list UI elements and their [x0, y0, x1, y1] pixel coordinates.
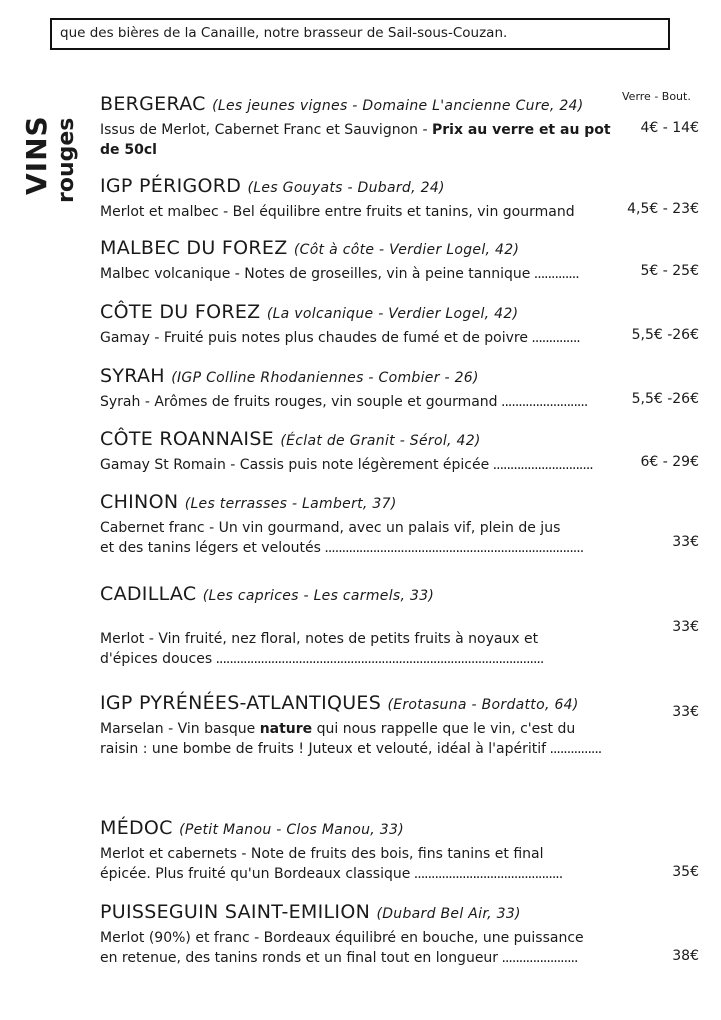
wine-price: 5,5€ -26€ [631, 391, 699, 407]
wine-item-medoc [100, 817, 620, 884]
wine-origin: (La volcanique - Verdier Logel, 42) [266, 306, 519, 322]
wine-price: 5,5€ -26€ [631, 327, 699, 343]
wine-price: 4€ - 14€ [640, 120, 699, 136]
wine-origin: (Côt à côte - Verdier Logel, 42) [293, 242, 520, 258]
wine-origin: (Dubard Bel Air, 33) [376, 906, 521, 922]
section-title [18, 110, 80, 210]
wine-item-igp-perigord [100, 175, 620, 222]
wine-origin: (IGP Colline Rhodaniennes - Combier - 26) [171, 370, 479, 386]
wine-name: CÔTE DU FOREZ [100, 301, 261, 323]
wine-origin: (Erotasuna - Bordatto, 64) [387, 697, 579, 713]
wine-item-bergerac [100, 93, 620, 160]
wine-nature-label: nature [259, 721, 313, 737]
wine-item-malbec-du-forez [100, 237, 620, 284]
wine-item-cote-roannaise [100, 428, 620, 475]
wine-price: 38€ [672, 948, 699, 964]
wine-description: Issus de Merlot, Cabernet Franc et Sauvignon - Prix au verre et au pot de 50cl [100, 122, 611, 158]
wine-item-cadillac [100, 583, 620, 669]
wine-name: SYRAH [100, 365, 165, 387]
wine-description: Merlot (90%) et franc - Bordeaux équilibré en bouche, une puissance en retenue, des tanins ronds et un final tout en longueur ...................... [100, 930, 584, 966]
wine-origin: (Petit Manou - Clos Manou, 33) [179, 822, 404, 838]
wine-name: MALBEC DU FOREZ [100, 237, 288, 259]
wine-price: 4,5€ - 23€ [627, 201, 699, 217]
wine-description: Merlot et malbec - Bel équilibre entre fruits et tanins, vin gourmand [100, 204, 575, 220]
wine-origin: (Éclat de Granit - Sérol, 42) [280, 433, 481, 449]
wine-price: 6€ - 29€ [640, 454, 699, 470]
wine-origin: (Les caprices - Les carmels, 33) [202, 588, 435, 604]
wine-description: Malbec volcanique - Notes de groseilles, vin à peine tannique ............. [100, 266, 579, 282]
wine-price: 35€ [672, 864, 699, 880]
wine-name: BERGERAC [100, 93, 206, 115]
wine-origin: (Les Gouyats - Dubard, 24) [247, 180, 445, 196]
wine-item-syrah [100, 365, 620, 412]
wine-item-puisseguin-saint-emilion [100, 901, 620, 968]
wine-description: Marselan - Vin basque nature qui nous rappelle que le vin, c'est du raisin : une bombe de fruits ! Juteux et velouté, idéal à l'apéritif ............... [100, 721, 602, 757]
wine-origin: (Les jeunes vignes - Domaine L'ancienne Cure, 24) [212, 98, 584, 114]
wine-price: 5€ - 25€ [640, 263, 699, 279]
wine-origin: (Les terrasses - Lambert, 37) [184, 496, 397, 512]
banner-text: que des bières de la Canaille, notre brasseur de Sail-sous-Couzan. [60, 25, 508, 41]
wine-description: Gamay St Romain - Cassis puis note légèrement épicée ............................. [100, 457, 593, 473]
wine-description: Cabernet franc - Un vin gourmand, avec un palais vif, plein de jus et des tanins légers et veloutés ........................................................................... [100, 520, 584, 556]
wine-price: 33€ [672, 534, 699, 550]
banner-box [50, 18, 670, 50]
wine-name: CHINON [100, 491, 179, 513]
wine-price: 33€ [672, 619, 699, 635]
wine-item-igp-pyrenees-atlantiques [100, 692, 600, 759]
wine-name: CÔTE ROANNAISE [100, 428, 274, 450]
wine-item-cote-du-forez [100, 301, 620, 348]
wine-description: Merlot - Vin fruité, nez floral, notes de petits fruits à noyaux et d'épices douces ............................................................................................... [100, 631, 544, 667]
wine-name: IGP PYRÉNÉES-ATLANTIQUES [100, 692, 382, 714]
wine-price: 33€ [672, 704, 699, 720]
section-subtitle-rouges: rouges [54, 117, 79, 203]
wine-price-note: Prix au verre et au pot de 50cl [100, 122, 611, 158]
wine-description: Gamay - Fruité puis notes plus chaudes de fumé et de poivre .............. [100, 330, 580, 346]
wine-item-chinon [100, 491, 620, 558]
wine-description: Merlot et cabernets - Note de fruits des bois, fins tanins et final épicée. Plus fruité qu'un Bordeaux classique ........................................... [100, 846, 563, 882]
wine-name: CADILLAC [100, 583, 197, 605]
wine-name: IGP PÉRIGORD [100, 175, 242, 197]
wine-name: PUISSEGUIN SAINT-EMILION [100, 901, 371, 923]
section-title-vins: VINS [20, 115, 53, 195]
price-header: Verre - Bout. [622, 90, 691, 103]
wine-name: MÉDOC [100, 817, 173, 839]
wine-description: Syrah - Arômes de fruits rouges, vin souple et gourmand ......................... [100, 394, 588, 410]
